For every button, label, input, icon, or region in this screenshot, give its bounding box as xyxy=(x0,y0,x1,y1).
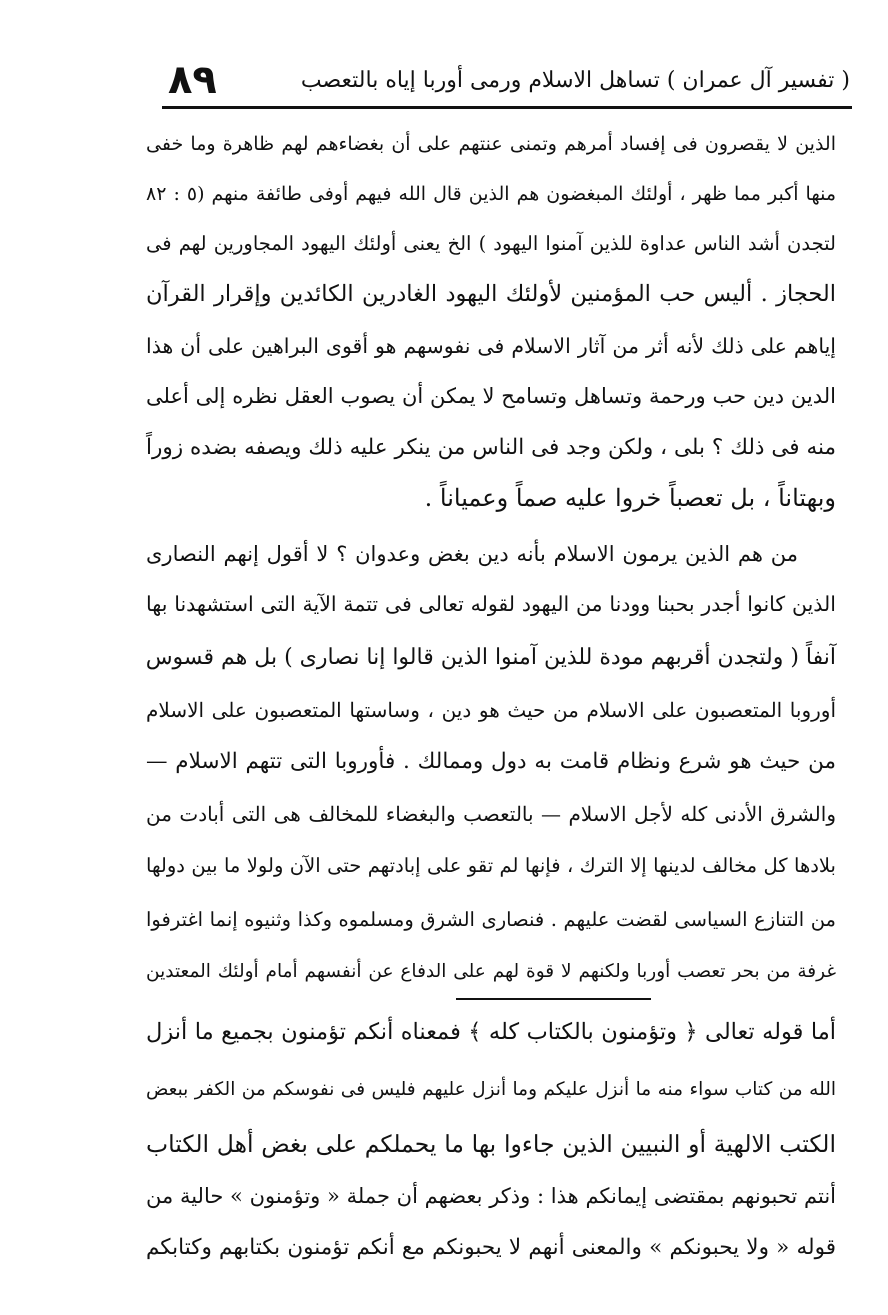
text-line: أما قوله تعالى ﴿ وتؤمنون بالكتاب كله ﴾ فمعناه أنكم تؤمنون بجميع ما أنزل xyxy=(146,1019,836,1045)
text-line: الذين لا يقصرون فى إفساد أمرهم وتمنى عنتهم على أن بغضاءهم لهم ظاهرة وما خفى xyxy=(146,133,836,155)
text-line: قوله « ولا يحبونكم » والمعنى أنهم لا يحبونكم مع أنكم تؤمنون بكتابهم وكتابكم xyxy=(146,1235,836,1260)
text-line: منه فى ذلك ؟ بلى ، ولكن وجد فى الناس من ينكر عليه ذلك ويصفه بضده زوراً xyxy=(146,435,836,460)
text-line: لتجدن أشد الناس عداوة للذين آمنوا اليهود ) الخ يعنى أولئك اليهود المجاورين لهم فى xyxy=(146,232,836,255)
text-line: غرفة من بحر تعصب أوربا ولكنهم لا قوة لهم على الدفاع عن أنفسهم أمام أولئك المعتدين xyxy=(146,961,836,982)
header-title: ( تفسير آل عمران ) تساهل الاسلام ورمى أوربا إياه بالتعصب xyxy=(300,67,850,93)
text-line: من هم الذين يرمون الاسلام بأنه دين بغض وعدوان ؟ لا أقول إنهم النصارى xyxy=(146,542,798,566)
text-line: من حيث هو شرع ونظام قامت به دول وممالك . فأوروبا التى تتهم الاسلام — xyxy=(146,749,836,774)
text-line: الذين كانوا أجدر بحبنا وودنا من اليهود لقوله تعالى فى تتمة الآية التى استشهدنا بها xyxy=(146,592,836,616)
text-line: الكتب الالهية أو النبيين الذين جاءوا بها ما يحملكم على بغض أهل الكتاب xyxy=(146,1130,836,1158)
text-line: والشرق الأدنى كله لأجل الاسلام — بالتعصب والبغضاء للمخالف هى التى أبادت من xyxy=(146,802,836,826)
text-line: الحجاز . أليس حب المؤمنين لأولئك اليهود الغادرين الكائدين وإقرار القرآن xyxy=(146,281,836,307)
text-line: بلادها كل مخالف لدينها إلا الترك ، فإنها لم تقو على إبادتهم حتى الآن ولولا ما بين دولها xyxy=(146,854,836,877)
text-underline xyxy=(456,998,651,1000)
text-line: أنتم تحبونهم بمقتضى إيمانكم هذا : وذكر بعضهم أن جملة « وتؤمنون » حالية من xyxy=(146,1184,836,1208)
text-line: وبهتاناً ، بل تعصباً خروا عليه صماً وعمياناً . xyxy=(424,484,836,512)
text-line: الدين دين حب ورحمة وتساهل وتسامح لا يمكن أن يصوب العقل نظره إلى أعلى xyxy=(146,384,836,408)
text-line: أوروبا المتعصبون على الاسلام من حيث هو دين ، وساستها المتعصبون على الاسلام xyxy=(146,698,836,722)
text-line: آنفاً ( ولتجدن أقربهم مودة للذين آمنوا الذين قالوا إنا نصارى ) بل هم قسوس xyxy=(145,645,836,670)
page-number: ٨٩ xyxy=(168,57,217,103)
text-line: إياهم على ذلك لأنه أثر من آثار الاسلام فى نفوسهم هو أقوى البراهين على أن هذا xyxy=(146,334,836,358)
text-line: الله من كتاب سواء منه ما أنزل عليكم وما أنزل عليهم فليس فى نفوسكم من الكفر ببعض xyxy=(146,1079,836,1100)
text-line: من التنازع السياسى لقضت عليهم . فنصارى الشرق ومسلموه وكذا وثنيوه إنما اغترفوا xyxy=(146,908,836,931)
text-line: منها أكبر مما ظهر ، أولئك المبغضون هم الذين قال الله فيهم أوفى طائفة منهم (٥ : ٨٢ xyxy=(146,183,837,205)
